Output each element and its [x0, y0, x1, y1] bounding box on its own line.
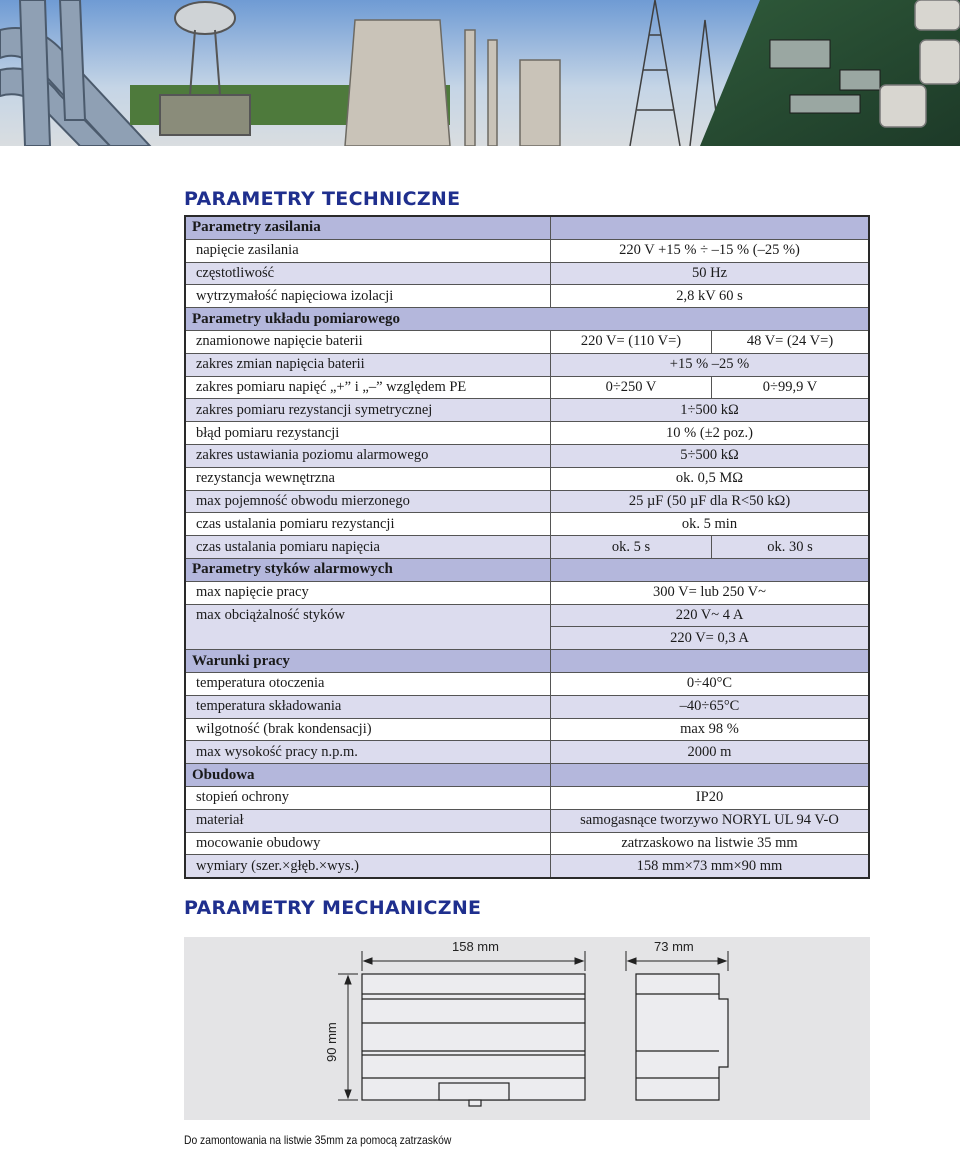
row-label: znamionowe napięcie baterii	[185, 330, 551, 353]
row-label: rezystancja wewnętrzna	[185, 467, 551, 490]
row-value: max 98 %	[551, 718, 870, 741]
table-row	[185, 809, 869, 832]
row-value: zatrzaskowo na listwie 35 mm	[551, 832, 870, 855]
table-row	[185, 695, 869, 718]
table-row	[185, 444, 869, 467]
row-label: wymiary (szer.×głęb.×wys.)	[185, 855, 551, 878]
row-label: zakres pomiaru napięć „+” i „–” względem PE	[185, 376, 551, 399]
section-title-technical: PARAMETRY TECHNICZNE	[184, 188, 461, 210]
row-label: materiał	[185, 809, 551, 832]
table-row	[185, 672, 869, 695]
section-header-contacts: Parametry styków alarmowych	[185, 558, 551, 581]
row-value: –40÷65°C	[551, 695, 870, 718]
row-label: częstotliwość	[185, 262, 551, 285]
table-row	[185, 718, 869, 741]
row-value: +15 % –25 %	[551, 353, 870, 376]
row-label: mocowanie obudowy	[185, 832, 551, 855]
table-row	[185, 832, 869, 855]
section-header-housing: Obudowa	[185, 764, 551, 787]
mechanical-drawing	[184, 937, 870, 1120]
header-banner-image	[0, 0, 960, 146]
table-section-header	[185, 650, 869, 673]
row-value: ok. 30 s	[712, 536, 870, 559]
row-value: 0÷40°C	[551, 672, 870, 695]
section-header-conditions: Warunki pracy	[185, 650, 551, 673]
row-value: 25 µF (50 µF dla R<50 kΩ)	[551, 490, 870, 513]
table-row	[185, 627, 869, 650]
section-title-mechanical: PARAMETRY MECHANICZNE	[184, 897, 482, 919]
table-section-header	[185, 216, 869, 239]
row-value: 158 mm×73 mm×90 mm	[551, 855, 870, 878]
row-label: napięcie zasilania	[185, 239, 551, 262]
table-row	[185, 786, 869, 809]
table-row	[185, 376, 869, 399]
row-value: 220 V +15 % ÷ –15 % (–25 %)	[551, 239, 870, 262]
row-label: stopień ochrony	[185, 786, 551, 809]
row-label: czas ustalania pomiaru rezystancji	[185, 513, 551, 536]
row-label: max pojemność obwodu mierzonego	[185, 490, 551, 513]
table-row	[185, 239, 869, 262]
table-row	[185, 855, 869, 878]
row-value: ok. 0,5 MΩ	[551, 467, 870, 490]
row-label: wilgotność (brak kondensacji)	[185, 718, 551, 741]
table-row	[185, 399, 869, 422]
row-value: 220 V= (110 V=)	[551, 330, 712, 353]
row-value: 300 V= lub 250 V~	[551, 581, 870, 604]
row-value: 2000 m	[551, 741, 870, 764]
height-dimension-label: 90 mm	[324, 1022, 339, 1062]
table-row	[185, 467, 869, 490]
row-label: wytrzymałość napięciowa izolacji	[185, 285, 551, 308]
row-label: temperatura otoczenia	[185, 672, 551, 695]
table-row	[185, 490, 869, 513]
row-label: temperatura składowania	[185, 695, 551, 718]
row-label: zakres pomiaru rezystancji symetrycznej	[185, 399, 551, 422]
table-row	[185, 262, 869, 285]
row-value: ok. 5 min	[551, 513, 870, 536]
row-value: 50 Hz	[551, 262, 870, 285]
row-value: 220 V= 0,3 A	[551, 627, 870, 650]
row-value: IP20	[551, 786, 870, 809]
row-value: samogasnące tworzywo NORYL UL 94 V-O	[551, 809, 870, 832]
table-row	[185, 330, 869, 353]
row-value: 220 V~ 4 A	[551, 604, 870, 627]
row-value: 2,8 kV 60 s	[551, 285, 870, 308]
row-label: max napięcie pracy	[185, 581, 551, 604]
width-dimension-label: 158 mm	[452, 939, 499, 954]
table-row	[185, 285, 869, 308]
row-label: max obciążalność styków	[185, 604, 551, 627]
table-row	[185, 741, 869, 764]
row-value: 0÷99,9 V	[712, 376, 870, 399]
table-row	[185, 422, 869, 445]
row-value: ok. 5 s	[551, 536, 712, 559]
row-value: 1÷500 kΩ	[551, 399, 870, 422]
row-value: 0÷250 V	[551, 376, 712, 399]
table-row	[185, 581, 869, 604]
row-value: 5÷500 kΩ	[551, 444, 870, 467]
table-section-header	[185, 764, 869, 787]
technical-parameters-table	[184, 215, 870, 879]
depth-dimension-label: 73 mm	[654, 939, 694, 954]
row-value: 48 V= (24 V=)	[712, 330, 870, 353]
row-label: zakres zmian napięcia baterii	[185, 353, 551, 376]
row-value: 10 % (±2 poz.)	[551, 422, 870, 445]
mounting-caption: Do zamontowania na listwie 35mm za pomocą zatrzasków	[184, 1133, 452, 1147]
section-header-power: Parametry zasilania	[185, 216, 551, 239]
row-label: zakres ustawiania poziomu alarmowego	[185, 444, 551, 467]
row-label: max wysokość pracy n.p.m.	[185, 741, 551, 764]
table-row	[185, 604, 869, 627]
row-label: błąd pomiaru rezystancji	[185, 422, 551, 445]
table-section-header	[185, 558, 869, 581]
table-row	[185, 513, 869, 536]
table-row	[185, 536, 869, 559]
row-label: czas ustalania pomiaru napięcia	[185, 536, 551, 559]
section-header-measurement: Parametry układu pomiarowego	[185, 308, 869, 331]
table-row	[185, 353, 869, 376]
table-section-header	[185, 308, 869, 331]
